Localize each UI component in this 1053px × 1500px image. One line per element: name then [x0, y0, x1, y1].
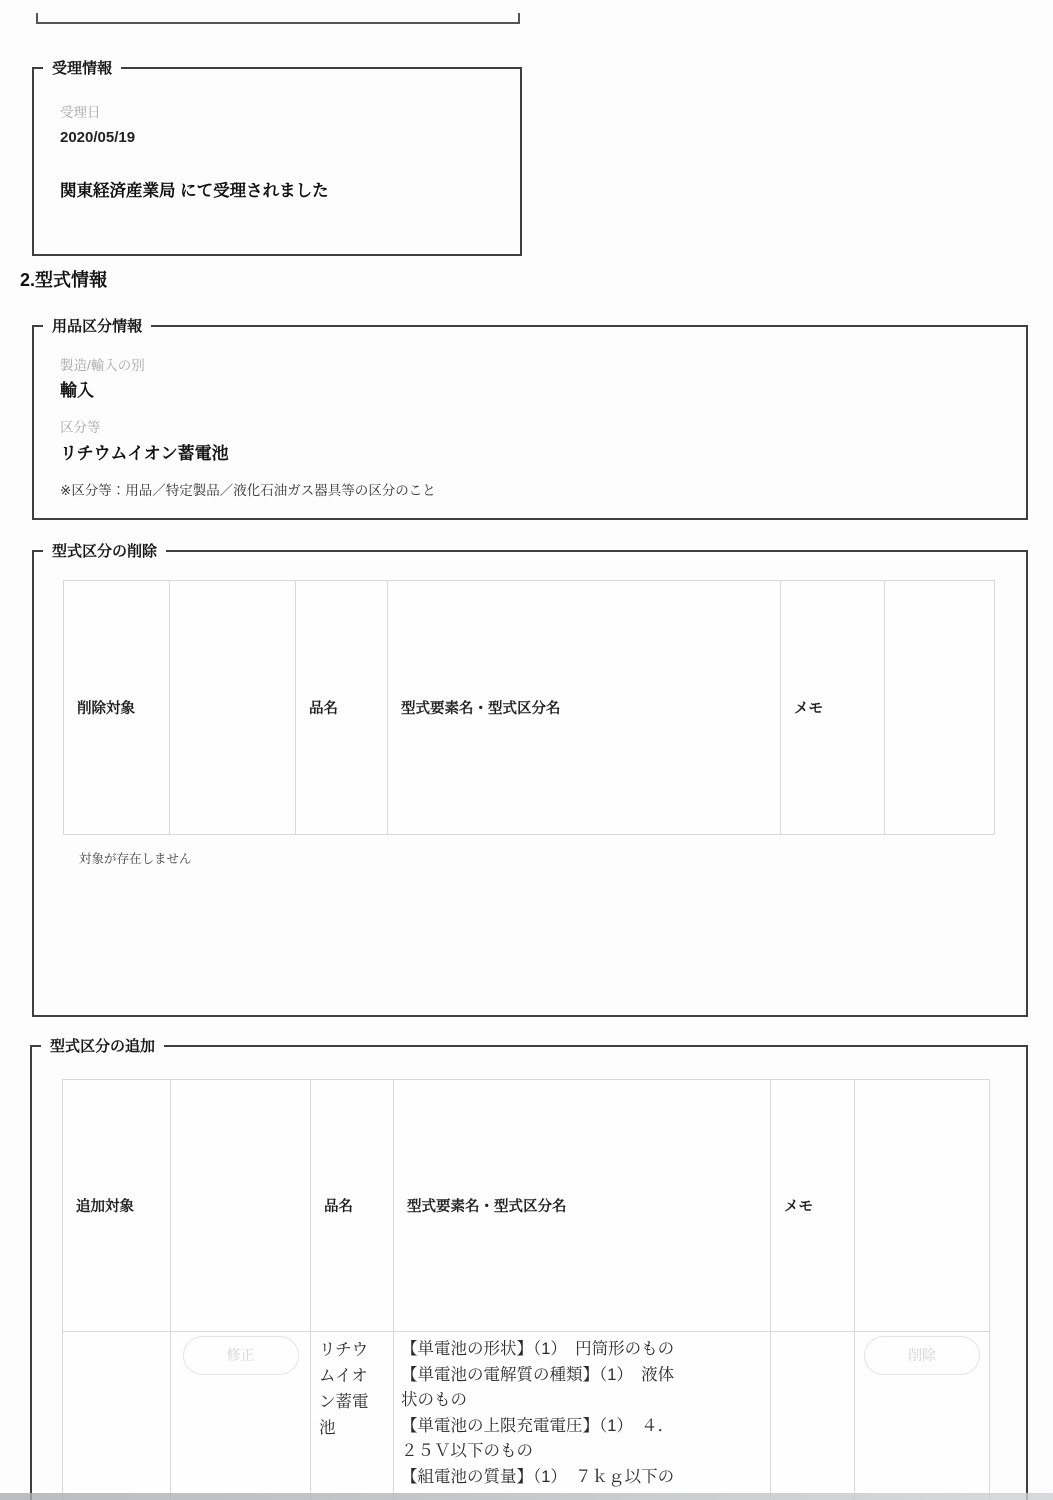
type-addition-section [30, 1038, 1028, 1500]
add-target-cell [63, 1332, 171, 1500]
type-deletion-section [32, 543, 1028, 1017]
previous-section-box-fragment [36, 13, 520, 24]
column-header-blank-1 [171, 1080, 311, 1332]
addition-table-header-row [63, 1080, 990, 1332]
category-note: ※区分等：用品／特定製品／液化石油ガス器具等の区分のこと [60, 483, 436, 498]
reception-message: 関東経済産業局 にて受理されました [60, 182, 329, 200]
column-header-blank-2 [885, 581, 995, 835]
reception-date-label: 受理日 [60, 105, 101, 120]
item-category-legend: 用品区分情報 [43, 315, 151, 336]
delete-button[interactable]: 削除 [864, 1336, 980, 1375]
addition-table [62, 1079, 990, 1500]
mfg-import-label: 製造/輸入の別 [60, 358, 145, 373]
addition-table-row [63, 1332, 990, 1500]
column-header-delete-target: 削除対象 [64, 581, 170, 835]
mfg-import-value: 輸入 [60, 381, 94, 400]
type-info-heading: 2.型式情報 [20, 270, 108, 290]
column-header-type-element-name: 型式要素名・型式区分名 [388, 581, 781, 835]
reception-info-section [32, 60, 522, 256]
column-header-product-name: 品名 [311, 1080, 394, 1332]
memo-cell [771, 1332, 855, 1500]
column-header-blank-1 [170, 581, 296, 835]
deletion-empty-message: 対象が存在しません [79, 852, 192, 866]
category-label: 区分等 [60, 420, 101, 435]
deletion-table [63, 580, 995, 835]
type-deletion-legend: 型式区分の削除 [43, 540, 166, 561]
column-header-product-name: 品名 [296, 581, 388, 835]
type-line: 【単電池の上限充電電圧】（1） ４． [401, 1416, 675, 1435]
item-category-section [32, 318, 1028, 520]
type-classification-cell [394, 1332, 771, 1500]
column-header-blank-2 [855, 1080, 990, 1332]
product-name-cell: リチウムイオン蓄電池 [311, 1332, 394, 1500]
deletion-table-header-row [64, 581, 995, 835]
type-line: ２５Ｖ以下のもの [401, 1442, 533, 1460]
edit-button[interactable]: 修正 [183, 1336, 299, 1375]
reception-info-legend: 受理情報 [43, 57, 121, 78]
column-header-memo: メモ [771, 1080, 855, 1332]
type-line: 【単電池の形状】（1） 円筒形のもの [401, 1340, 675, 1358]
delete-button-cell [855, 1332, 990, 1500]
column-header-add-target: 追加対象 [63, 1080, 171, 1332]
edit-button-cell [171, 1332, 311, 1500]
column-header-type-element-name: 型式要素名・型式区分名 [394, 1080, 771, 1332]
scan-edge-artifact [0, 1493, 1053, 1500]
type-line: 状のもの [401, 1391, 467, 1409]
category-value: リチウムイオン蓄電池 [60, 444, 229, 463]
type-addition-legend: 型式区分の追加 [41, 1035, 164, 1056]
reception-date-value: 2020/05/19 [60, 129, 136, 146]
type-line: 【組電池の質量】（1） ７ｋｇ以下の [401, 1467, 675, 1486]
type-line: 【単電池の電解質の種類】（1） 液体 [401, 1365, 675, 1384]
column-header-memo: メモ [781, 581, 885, 835]
